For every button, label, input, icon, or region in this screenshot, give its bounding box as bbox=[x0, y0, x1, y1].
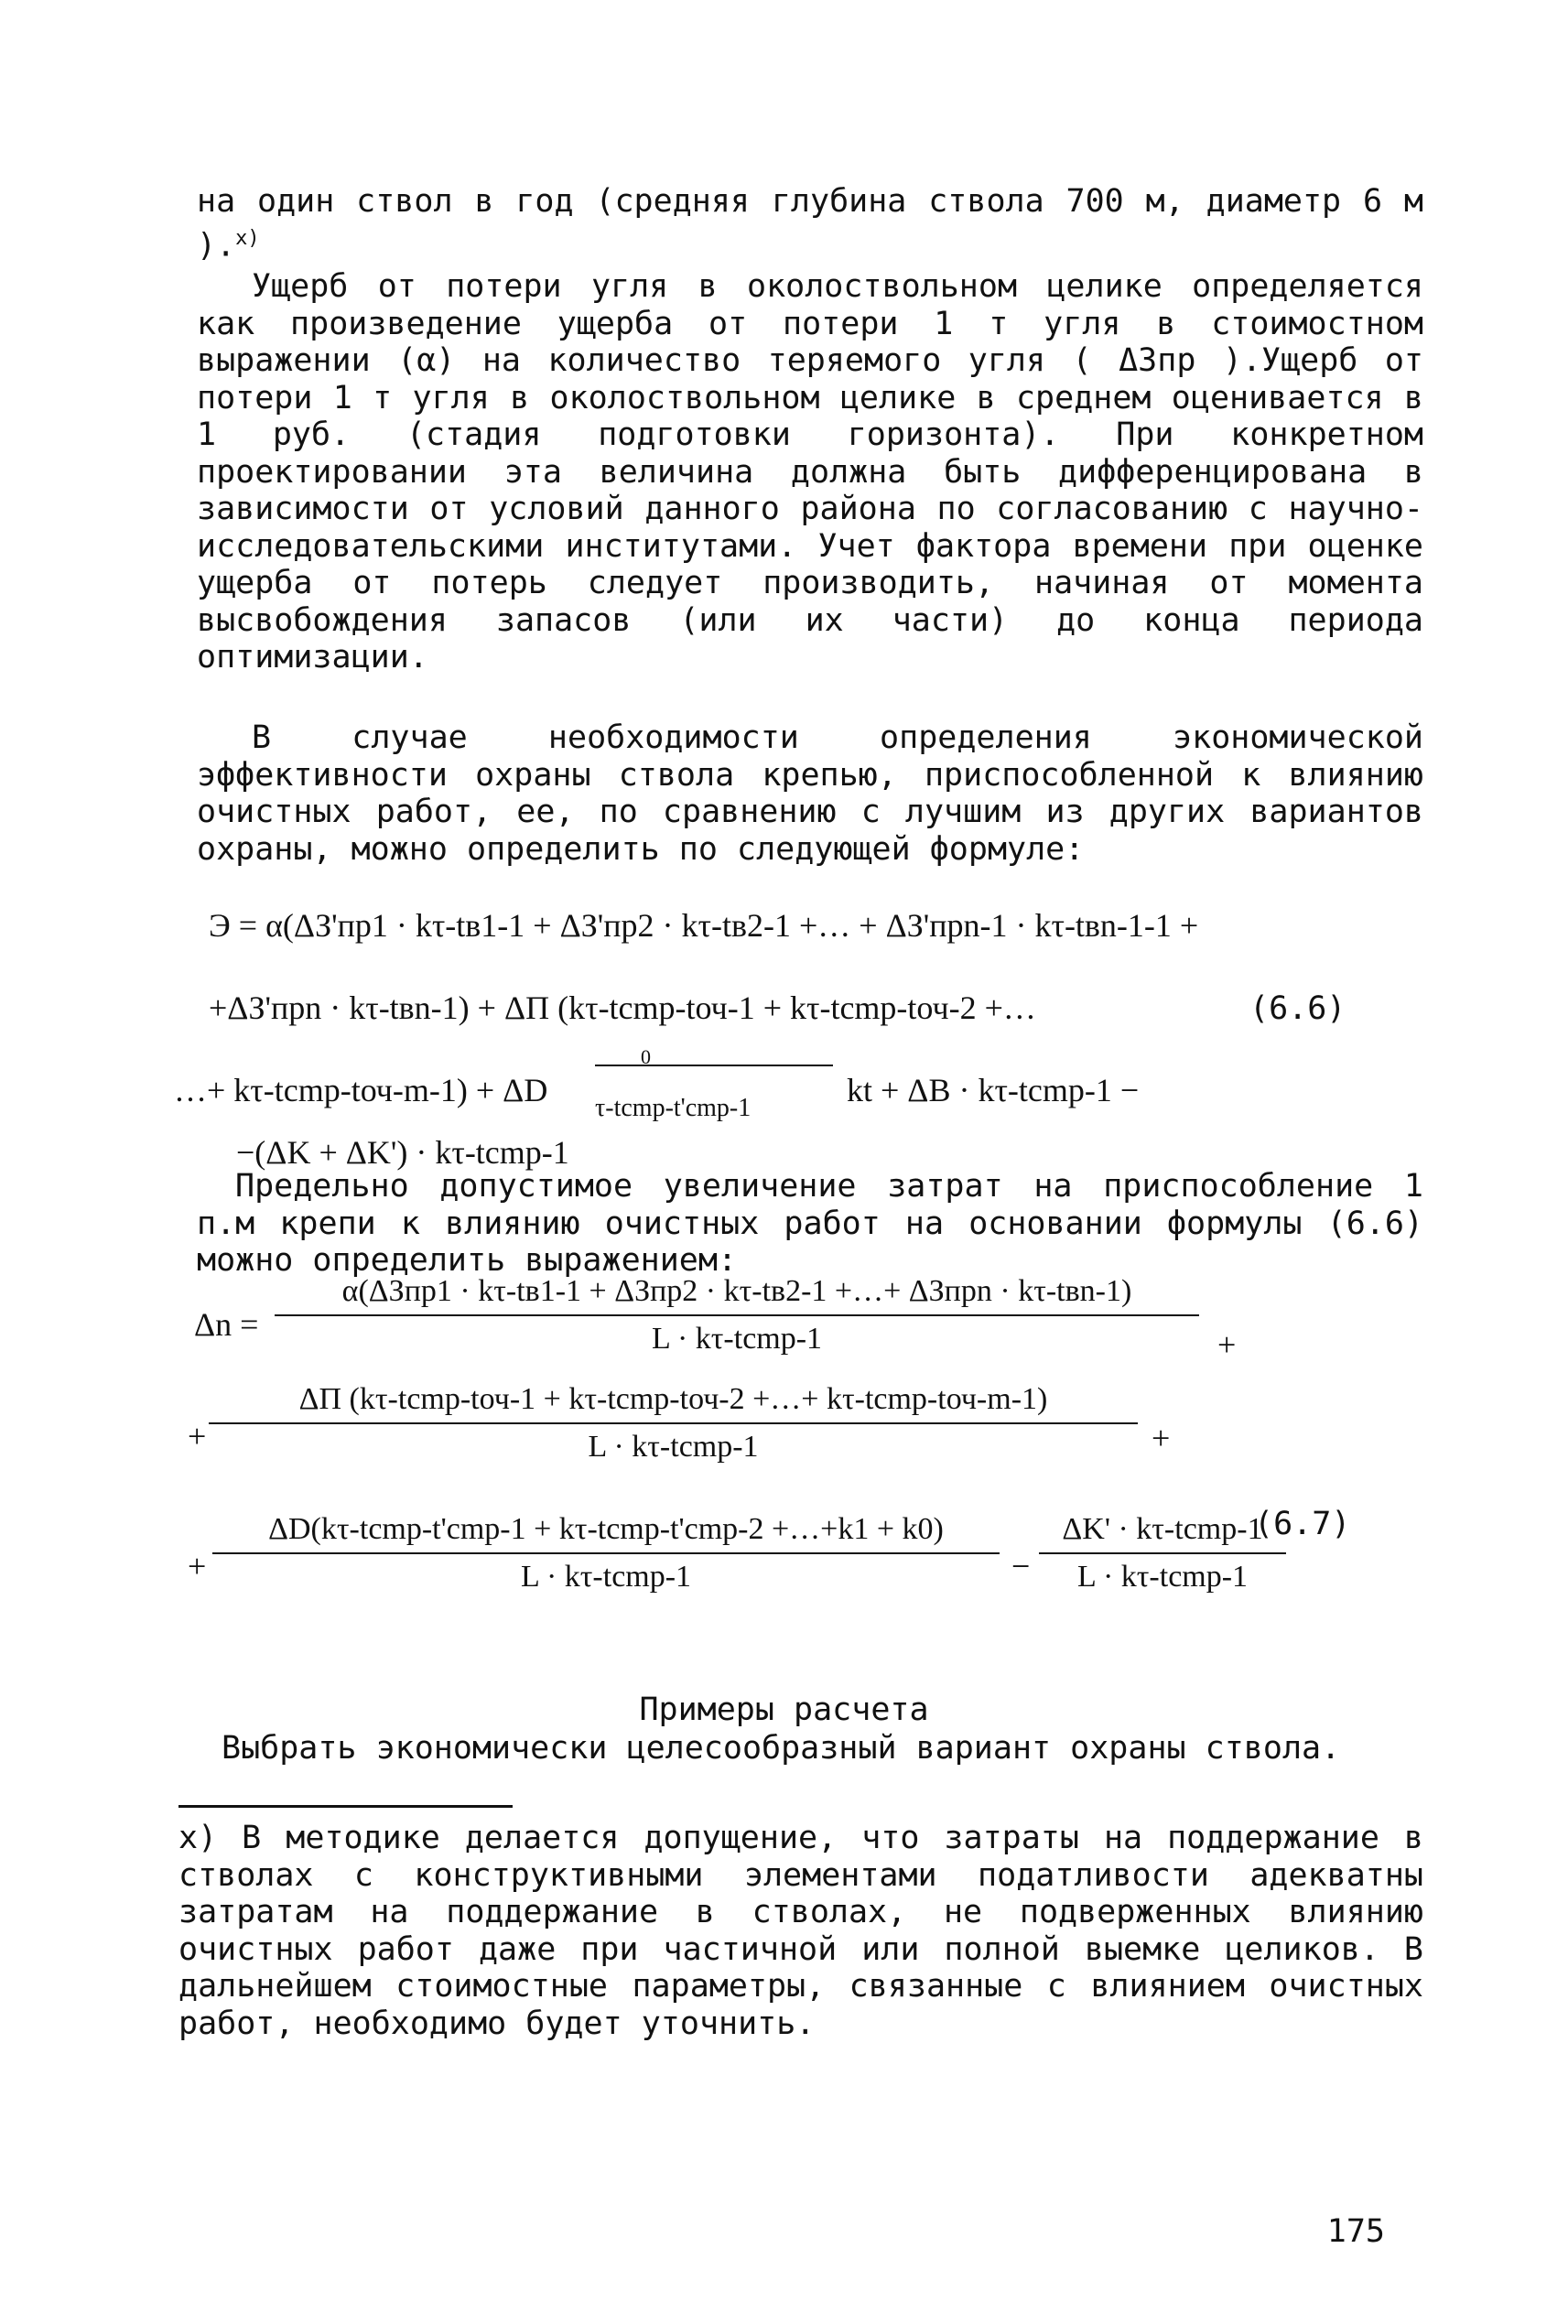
sum-upper-limit: 0 bbox=[641, 1045, 651, 1068]
fraction-2-numerator: ΔП (kτ-tcmp-tоч-1 + kτ-tcmp-tоч-2 +…+ kτ-tcmp-tоч-m-1) bbox=[209, 1382, 1138, 1424]
formula-6-7-fraction-2 bbox=[209, 1382, 1138, 1465]
fraction-3-denominator: L · kτ-tcmp-1 bbox=[520, 1560, 692, 1594]
sum-bar bbox=[595, 1065, 833, 1066]
formula-6-7-minus: − bbox=[1011, 1548, 1031, 1584]
formula-6-6-line-1: Э = α(ΔЗ'пр1 · kτ-tв1-1 + ΔЗ'пр2 · kτ-tв2-1 +… + ΔЗ'прn-1 · kτ-tвn-1-1 + bbox=[209, 907, 1199, 944]
formula-6-7-plus-lead-2: + bbox=[188, 1418, 207, 1454]
fraction-2-denominator: L · kτ-tcmp-1 bbox=[588, 1430, 759, 1464]
paragraph-case: В случае необходимости определения экономической эффективности охраны ствола крепью, приспособленной к влиянию очистных работ, ее, по сравнению с лучшим из других вариантов охраны, можно определить по следующей формуле: bbox=[197, 719, 1423, 868]
equation-number-6-7: (6.7) bbox=[1254, 1506, 1351, 1542]
fraction-3-numerator: ΔD(kτ-tcmp-t'cmp-1 + kτ-tcmp-t'cmp-2 +…+k1 + k0) bbox=[212, 1512, 1000, 1554]
paragraph-damage: Ущерб от потери угля в околоствольном целике определяется как произведение ущерба от потери 1 т угля в стоимостном выражении (α) на количество теряемого угля ( ΔЗпр ).Ущерб от потери 1 т угля в околоствольном целике в среднем оценивается в 1 руб. (стадия подготовки горизонта). При конкретном проектировании эта величина должна быть дифференцирована в зависимости от условий данного района по согласованию с научно-исследовательскими институтами. Учет фактора времени при оценке ущерба от потерь следует производить, начиная от момента высвобождения запасов (или их части) до конца периода оптимизации. bbox=[197, 268, 1423, 676]
formula-6-7-plus-1: + bbox=[1217, 1326, 1237, 1363]
formula-6-6-line-3-right: kt + ΔB · kτ-tcmp-1 − bbox=[847, 1072, 1140, 1108]
formula-6-7-fraction-4 bbox=[1039, 1512, 1286, 1594]
formula-6-6-line-3-left: …+ kτ-tcmp-tоч-m-1) + ΔD bbox=[174, 1072, 548, 1108]
fraction-4-numerator: ΔK' · kτ-tcmp-1 bbox=[1039, 1512, 1286, 1554]
formula-6-7-fraction-3 bbox=[212, 1512, 1000, 1594]
fraction-1-denominator: L · kτ-tcmp-1 bbox=[651, 1322, 823, 1356]
formula-6-7-fraction-1 bbox=[275, 1274, 1199, 1357]
fraction-4-denominator: L · kτ-tcmp-1 bbox=[1076, 1560, 1249, 1594]
formula-6-6-line-2: +ΔЗ'прn · kτ-tвn-1) + ΔП (kτ-tcmp-tоч-1 + kτ-tcmp-tоч-2 +… bbox=[209, 989, 1036, 1026]
paragraph-intro-text: на один ствол в год (средняя глубина ствола 700 м, диаметр 6 м ). bbox=[197, 183, 1423, 265]
equation-number-6-6: (6.6) bbox=[1249, 990, 1346, 1027]
footnote: x) В методике делается допущение, что затраты на поддержание в стволах с конструктивными элементами податливости адекватны затратам на поддержание в стволах, не подверженных влиянию очистных работ даже при частичной или полной выемке целиков. В дальнейшем стоимостные параметры, связанные с влиянием очистных работ, необходимо будет уточнить. bbox=[178, 1820, 1423, 2042]
footnote-separator bbox=[178, 1805, 513, 1808]
paragraph-task: Выбрать экономически целесообразный вариант охраны ствола. bbox=[222, 1730, 1341, 1767]
formula-6-7-plus-2: + bbox=[1152, 1420, 1171, 1456]
paragraph-intro bbox=[197, 183, 1423, 265]
page-number: 175 bbox=[1326, 2213, 1385, 2250]
formula-6-6-line-4: −(ΔK + ΔK') · kτ-tcmp-1 bbox=[236, 1134, 569, 1171]
sum-lower-limit: τ-tcmp-t'cmp-1 bbox=[595, 1094, 752, 1122]
fraction-1-numerator: α(ΔЗпр1 · kτ-tв1-1 + ΔЗпр2 · kτ-tв2-1 +…+ ΔЗпрn · kτ-tвn-1) bbox=[275, 1274, 1199, 1316]
section-heading: Примеры расчета bbox=[639, 1692, 929, 1728]
paragraph-limit: Предельно допустимое увеличение затрат на приспособление 1 п.м крепи к влиянию очистных работ на основании формулы (6.6) можно определить выражением: bbox=[197, 1168, 1423, 1279]
formula-6-7-plus-lead-3: + bbox=[188, 1548, 207, 1584]
formula-6-7-lhs: Δn = bbox=[194, 1306, 259, 1343]
footnote-mark: x) bbox=[235, 226, 260, 250]
